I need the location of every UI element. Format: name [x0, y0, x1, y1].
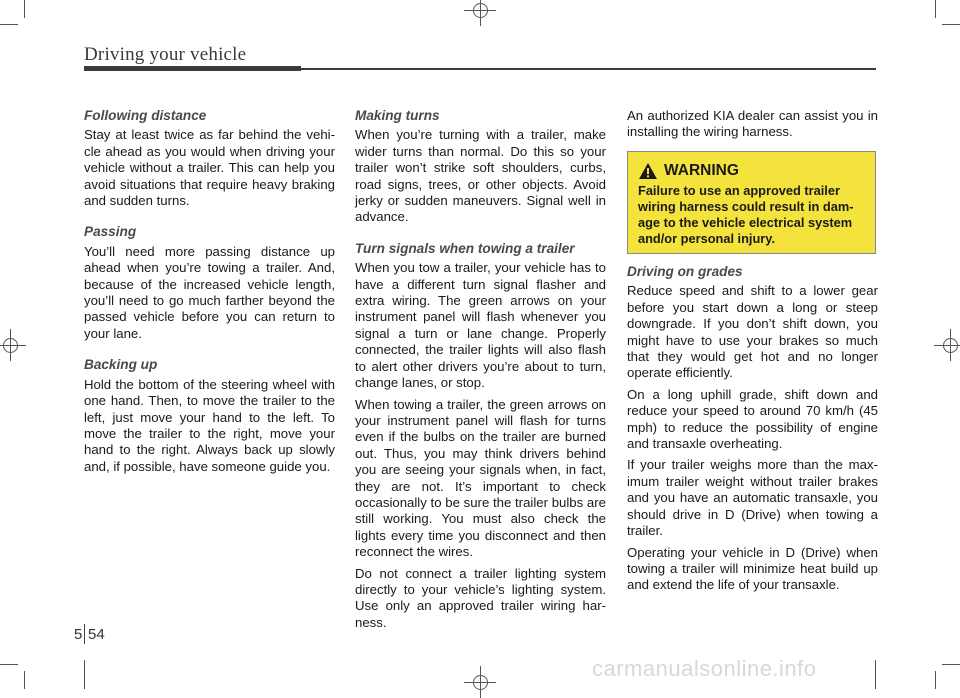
- crop-mark: [0, 664, 18, 665]
- page-number-divider: [84, 624, 85, 644]
- paragraph-intro: An authorized KIA dealer can assist you in installing the wiring harness.: [627, 108, 878, 140]
- heading-turn-signals: Turn signals when towing a trailer: [355, 240, 575, 256]
- paragraph: When you tow a trailer, your vehicle has to have a different turn signal flasher and extra wiring. The green arrows on your instrument panel will flash whenever you signal a turn or lane change. Properly connected, the trailer lights will also flash to alert other drivers you’re about to turn, change lanes, or stop.: [355, 260, 606, 391]
- crop-mark: [84, 660, 85, 689]
- heading-driving-on-grades: Driving on grades: [627, 264, 743, 279]
- warning-triangle-icon: [638, 162, 658, 180]
- header-rule-thin: [301, 68, 876, 70]
- crop-mark: [942, 664, 960, 665]
- heading-following-distance: Following distance: [84, 108, 207, 123]
- crop-mark: [942, 24, 960, 25]
- crop-mark: [875, 660, 876, 689]
- heading-backing-up: Backing up: [84, 357, 158, 373]
- warning-box: [627, 151, 876, 254]
- registration-mark-icon: [940, 335, 960, 355]
- crop-mark: [0, 24, 18, 25]
- paragraph: Reduce speed and shift to a lower gear before you start down a long or steep downgrade. If you don’t shift down, you might have to use your brakes so much that they would get hot and no longer operate efficiently.: [627, 283, 878, 381]
- section-title: Driving your vehicle: [84, 44, 247, 65]
- heading-passing: Passing: [84, 224, 137, 240]
- heading-making-turns: Making turns: [355, 108, 440, 123]
- paragraph: If your trailer weighs more than the maximum trailer weight without trailer brakes and you have an automatic transaxle, you should drive in D (Drive) when towing a trailer.: [627, 457, 878, 539]
- paragraph: Stay at least twice as far behind the vehicle ahead as you would when driving your vehicle without a trailer. This can help you avoid situations that require heavy braking and sudden turns.: [84, 127, 335, 209]
- crop-mark: [935, 671, 936, 689]
- warning-header: [638, 162, 865, 180]
- paragraph: On a long uphill grade, shift down and reduce your speed to around 70 km/h (45 mph) to reduce the possibility of engine and transaxle overheating.: [627, 386, 878, 452]
- chapter-number: 5: [74, 626, 83, 643]
- paragraph: You’ll need more passing distance up ahead when you’re towing a trailer. And, because of the increased vehicle length, you’ll need to go much farther beyond the passed vehicle before you can return to your lane.: [84, 243, 335, 341]
- crop-mark: [24, 671, 25, 689]
- warning-title: WARNING: [664, 162, 739, 179]
- registration-mark-icon: [470, 0, 490, 20]
- registration-mark-icon: [470, 672, 490, 692]
- column-middle: [355, 108, 606, 636]
- paragraph: Hold the bottom of the steering wheel with one hand. Then, to move the trailer to the left, just move your hand to the left. To move the trailer to the right, move your hand to the right. Always back up slowly and, if possible, have someone guide you.: [84, 376, 335, 474]
- paragraph: Operating your vehicle in D (Drive) when towing a trailer will minimize heat build up and extend the life of your transaxle.: [627, 544, 878, 593]
- registration-mark-icon: [0, 335, 20, 355]
- paragraph: Do not connect a trailer lighting system directly to your vehicle’s lighting system. Use only an approved trailer wiring harness.: [355, 565, 606, 630]
- watermark: carmanualsonline.info: [592, 656, 817, 681]
- column-right: [627, 108, 878, 146]
- crop-mark: [935, 0, 936, 18]
- warning-text: Failure to use an approved trailer wiring harness could result in damage to the vehicle electrical system and/or personal injury.: [638, 183, 854, 246]
- crop-mark: [24, 0, 25, 18]
- column-right-lower: [627, 264, 878, 599]
- page-number: 54: [88, 626, 105, 643]
- header-rule: [84, 66, 301, 71]
- column-left: [84, 108, 335, 480]
- paragraph: When towing a trailer, the green arrows on your instrument panel will flash for turns even if the bulbs on the trailer are burned out. Thus, you may think drivers behind you are seeing your signals when, in fact, they are not. It’s important to check occasionally to be sure the trailer bulbs are still working. You must also check the lights every time you disconnect and then reconnect the wires.: [355, 396, 606, 560]
- paragraph: When you’re turning with a trailer, make wider turns than normal. Do this so your trailer won’t strike soft shoulders, curbs, road signs, trees, or other objects. Avoid jerky or sudden maneuvers. Signal well in advance.: [355, 127, 606, 225]
